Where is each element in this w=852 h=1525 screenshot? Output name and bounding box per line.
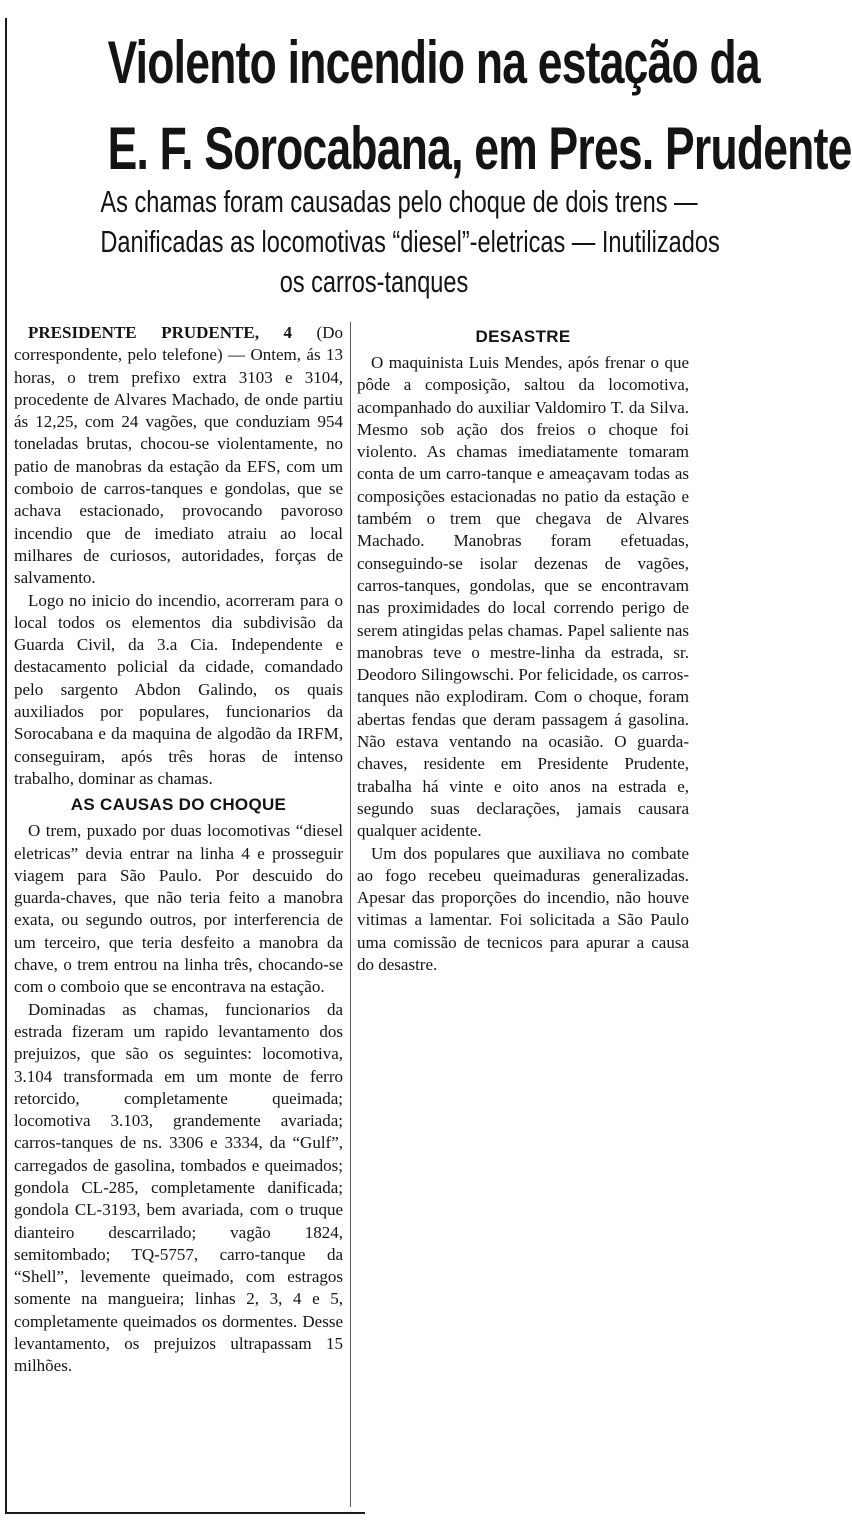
deck-line-2: Danificadas as locomotivas “diesel”-eletricas — Inutilizados: [100, 224, 720, 259]
paragraph-1-text: (Do correspondente, pelo telefone) — Ontem, ás 13 horas, o trem prefixo extra 3103 e 3104, procedente de Alvares Machado, de onde partiu ás 12,25, com 24 vagões, que conduziam 954 toneladas brutas, chocou-se violentamente, no patio de manobras da estação da EFS, com um comboio de carros-tanques e gondolas, que se achava estacionado, provocando pavoroso incendio que de imediato atraiu ao local milhares de curiosos, autoridades, forças de salvamento.: [14, 323, 343, 588]
clipping-bottom-rule: [5, 1512, 365, 1514]
article-column-2: [357, 322, 689, 976]
column-divider: [350, 322, 351, 1507]
headline-line-1: Violento incendio na estação da: [107, 29, 760, 96]
subheadline-deck: [100, 182, 720, 302]
article-column-1: [14, 322, 343, 1378]
paragraph-4: Dominadas as chamas, funcionarios da estrada fizeram um rapido levantamento dos prejuizos, que são os seguintes: locomotiva, 3.104 transformada em um monte de ferro retorcido, completamente queimada; locomotiva 3.103, grandemente avariada; carros-tanques de ns. 3306 e 3334, da “Gulf”, carregados de gasolina, tombados e queimados; gondola CL-285, completamente danificada; gondola CL-3193, bem avariada, com o truque dianteiro descarrilado; vagão 1824, semitombado; TQ-5757, carro-tanque da “Shell”, levemente queimado, com estragos somente na mangueira; linhas 2, 3, 4 e 5, completamente queimados os dormentes. Desse levantamento, os prejuizos ultrapassam 15 milhões.: [14, 999, 343, 1376]
section-heading-disaster: DESASTRE: [475, 327, 571, 346]
headline: [107, 20, 852, 192]
headline-line-2: E. F. Sorocabana, em Pres. Prudente: [107, 115, 852, 182]
paragraph-6: Um dos populares que auxiliava no combate ao fogo recebeu queimaduras generalizadas. Apesar das proporções do incendio, não houve vitimas a lamentar. Foi solicitada a São Paulo uma comissão de tecnicos para apurar a causa do desastre.: [357, 843, 689, 975]
section-heading-causes: AS CAUSAS DO CHOQUE: [70, 795, 287, 815]
deck-line-1: As chamas foram causadas pelo choque de dois trens —: [100, 184, 698, 219]
dateline: PRESIDENTE PRUDENTE, 4: [28, 323, 292, 342]
clipping-left-rule: [5, 18, 7, 1513]
paragraph-1: [14, 322, 343, 590]
paragraph-5: O maquinista Luis Mendes, após frenar o que pôde a composição, saltou da locomotiva, acompanhado do auxiliar Valdomiro T. da Silva. Mesmo sob ação dos freios o choque foi violento. As chamas imediatamente tomaram conta de um carro-tanque e ameaçavam todas as composições estacionadas no patio da estação e também o trem que chegava de Alvares Machado. Manobras foram efetuadas, conseguindo-se isolar dezenas de vagões, carros-tanques, gondolas, que se encontravam nas proximidades do local correndo perigo de serem atingidas pelas chamas. Papel saliente nas manobras teve o mestre-linha da estrada, sr. Deodoro Silingowschi. Por felicidade, os carros-tanques não explodiram. Com o choque, foram abertas fendas que deram passagem á gasolina. Não estava ventando na ocasião. O guarda-chaves, residente em Presidente Prudente, trabalha há vinte e oito anos na estrada e, segundo suas declarações, jamais causara qualquer acidente.: [357, 353, 689, 841]
paragraph-3: O trem, puxado por duas locomotivas “diesel eletricas” devia entrar na linha 4 e prosseguir viagem para São Paulo. Por descuido do guarda-chaves, que não teria feito a manobra exata, ou segundo outros, por interferencia de um terceiro, que teria desfeito a manobra da chave, o trem entrou na linha três, chocando-se com o comboio que se encontrava na estação.: [14, 821, 343, 997]
paragraph-2: Logo no inicio do incendio, acorreram para o local todos os elementos dia subdivisão da Guarda Civil, da 3.a Cia. Independente e destacamento policial da cidade, comandado pelo sargento Abdon Galindo, os quais auxiliados por populares, funcionarios da Sorocabana e da maquina de algodão da IRFM, conseguiram, após três horas de intenso trabalho, dominar as chamas.: [14, 590, 343, 788]
deck-line-3: os carros-tanques: [279, 264, 469, 299]
